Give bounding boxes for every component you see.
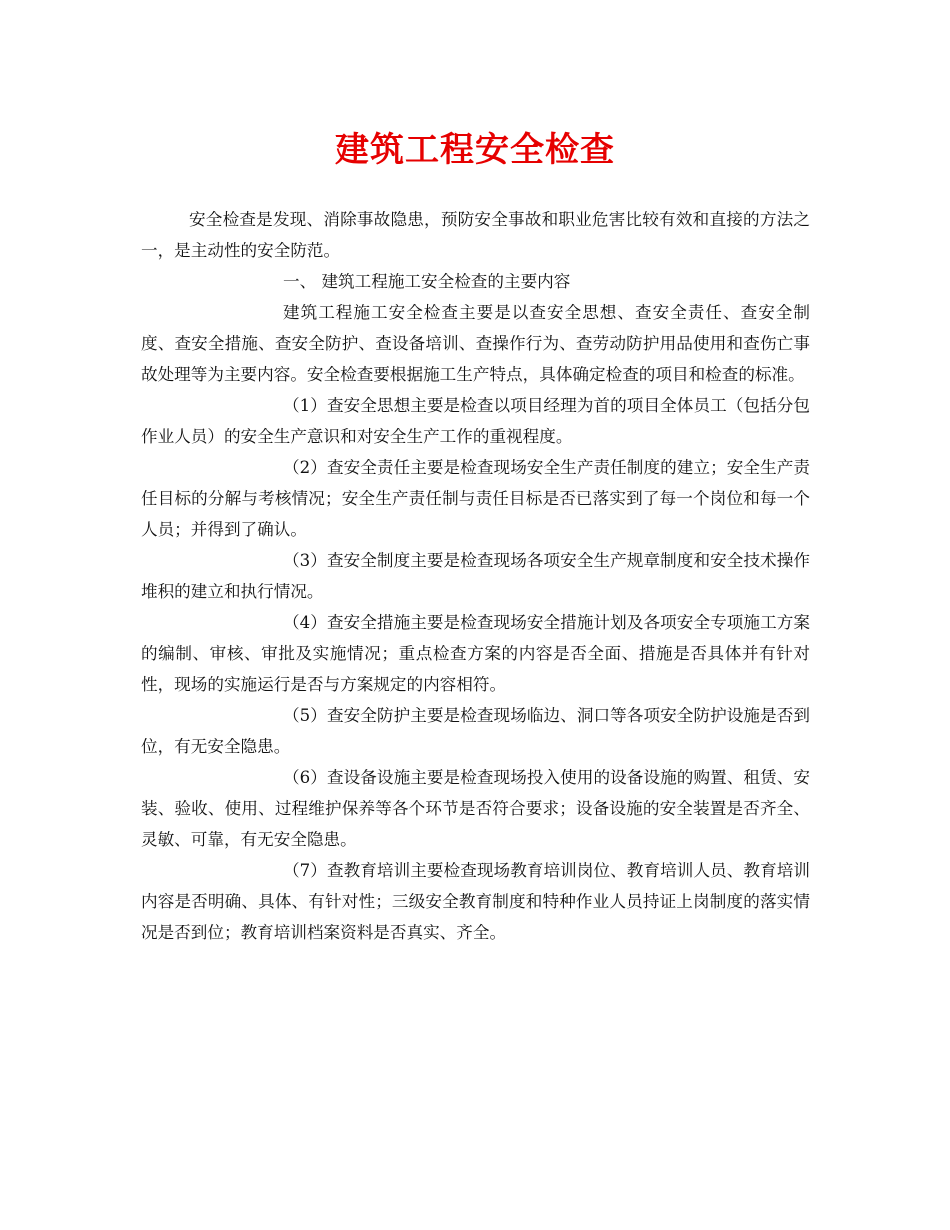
document-body xyxy=(141,204,810,948)
list-item: （5）查安全防护主要是检查现场临边、洞口等各项安全防护设施是否到位，有无安全隐患。 xyxy=(141,706,810,756)
section-heading: 一、 建筑工程施工安全检查的主要内容 xyxy=(283,272,571,291)
list-item: （3）查安全制度主要是检查现场各项安全生产规章制度和安全技术操作堆积的建立和执行情况。 xyxy=(141,551,810,601)
list-item: （1）查安全思想主要是检查以项目经理为首的项目全体员工（包括分包作业人员）的安全生产意识和对安全生产工作的重视程度。 xyxy=(141,396,810,446)
intro-paragraph: 安全检查是发现、消除事故隐患，预防安全事故和职业危害比较有效和直接的方法之一，是主动性的安全防范。 xyxy=(141,210,810,260)
section-paragraph: 建筑工程施工安全检查主要是以查安全思想、查安全责任、查安全制度、查安全措施、查安全防护、查设备培训、查操作行为、查劳动防护用品使用和查伤亡事故处理等为主要内容。安全检查要根据施工生产特点，具体确定检查的项目和检查的标准。 xyxy=(141,303,810,384)
list-item: （2）查安全责任主要是检查现场安全生产责任制度的建立；安全生产责任目标的分解与考核情况；安全生产责任制与责任目标是否已落实到了每一个岗位和每一个人员；并得到了确认。 xyxy=(141,458,810,539)
list-item: （4）查安全措施主要是检查现场安全措施计划及各项安全专项施工方案的编制、审核、审批及实施情况；重点检查方案的内容是否全面、措施是否具体并有针对性，现场的实施运行是否与方案规定的内容相符。 xyxy=(141,613,810,694)
list-item: （6）查设备设施主要是检查现场投入使用的设备设施的购置、租赁、安装、验收、使用、过程维护保养等各个环节是否符合要求；设备设施的安全装置是否齐全、灵敏、可靠，有无安全隐患。 xyxy=(141,768,810,849)
list-item: （7）查教育培训主要检查现场教育培训岗位、教育培训人员、教育培训内容是否明确、具体、有针对性；三级安全教育制度和特种作业人员持证上岗制度的落实情况是否到位；教育培训档案资料是否真实、齐全。 xyxy=(141,861,810,942)
document-title: 建筑工程安全检查 xyxy=(335,130,615,170)
